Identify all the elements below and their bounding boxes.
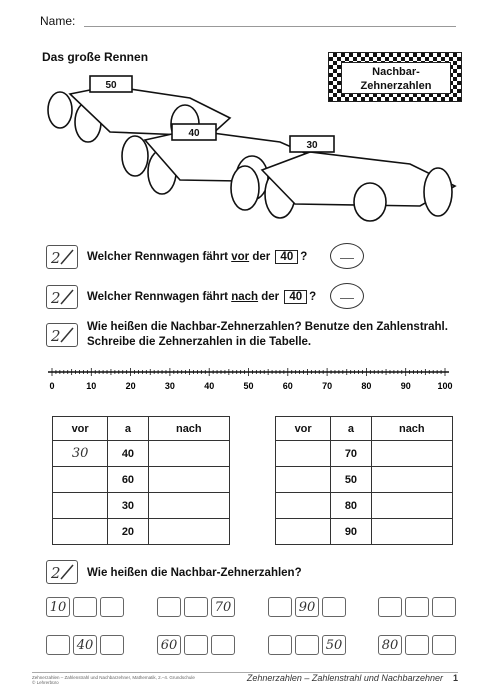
neighbor-cell[interactable]: 80 — [378, 635, 402, 655]
badge-line-2: Zehnerzahlen — [360, 80, 432, 92]
car-number-1: 50 — [105, 80, 117, 91]
pencil-icon — [46, 245, 78, 269]
footer-left-line-2: © Lehrerbüro — [32, 680, 59, 685]
pencil-icon — [46, 560, 78, 584]
cell-nach[interactable] — [148, 519, 229, 545]
number-line-label: 70 — [322, 381, 333, 391]
neighbor-cell[interactable] — [405, 597, 429, 617]
cell-nach[interactable] — [148, 441, 229, 467]
question-2: Welcher Rennwagen fährt nach der 40 ? — [87, 291, 317, 303]
neighbor-cell[interactable] — [432, 597, 456, 617]
cell-nach[interactable] — [371, 493, 452, 519]
number-line-label: 100 — [437, 381, 453, 391]
pencil-icon — [46, 285, 78, 309]
table-header-a: a — [108, 417, 148, 441]
neighbor-cell[interactable] — [378, 597, 402, 617]
name-row — [40, 14, 460, 28]
neighbor-cell[interactable] — [100, 597, 124, 617]
cell-vor[interactable] — [276, 441, 331, 467]
neighbor-cell[interactable] — [73, 597, 97, 617]
number-line-label: 50 — [243, 381, 254, 391]
neighbor-cell[interactable]: 60 — [157, 635, 181, 655]
table-row — [53, 441, 230, 467]
table-row — [276, 519, 453, 545]
neighbor-cell[interactable] — [268, 597, 292, 617]
question-4: Wie heißen die Nachbar-Zehnerzahlen? — [87, 567, 302, 579]
neighbor-cell[interactable] — [405, 635, 429, 655]
table-row — [53, 493, 230, 519]
cell-a: 80 — [331, 493, 371, 519]
table-left — [52, 416, 230, 545]
neighbor-cell[interactable] — [100, 635, 124, 655]
table-right — [275, 416, 453, 545]
neighbor-cell[interactable] — [211, 635, 235, 655]
cell-vor[interactable] — [276, 519, 331, 545]
number-box: 40 — [275, 250, 298, 264]
question-3: Wie heißen die Nachbar-Zehnerzahlen? Benutze den Zahlenstrahl. Schreibe die Zehnerzahlen in die Tabelle. — [87, 321, 448, 348]
number-line-label: 90 — [400, 381, 411, 391]
neighbor-cell[interactable] — [184, 597, 208, 617]
page-title: Das große Rennen — [42, 50, 149, 64]
cell-vor[interactable] — [53, 493, 108, 519]
cell-a: 40 — [108, 441, 148, 467]
table-row — [53, 519, 230, 545]
cell-a: 70 — [331, 441, 371, 467]
cell-vor[interactable] — [276, 493, 331, 519]
car-number-2: 40 — [188, 128, 200, 139]
neighbor-cell[interactable] — [268, 635, 292, 655]
table-row — [53, 467, 230, 493]
neighbor-cell[interactable] — [157, 597, 181, 617]
table-header-vor: vor — [53, 417, 108, 441]
cell-a: 50 — [331, 467, 371, 493]
svg-text:2: 2 — [51, 249, 61, 267]
cell-vor[interactable]: 30 — [53, 441, 108, 467]
neighbor-cell[interactable]: 50 — [322, 635, 346, 655]
table-header-a: a — [331, 417, 371, 441]
table-header-nach: nach — [371, 417, 452, 441]
number-box: 40 — [284, 290, 307, 304]
number-line-label: 0 — [49, 381, 55, 391]
svg-text:2: 2 — [51, 289, 61, 307]
cell-vor[interactable] — [276, 467, 331, 493]
footer-right — [246, 673, 458, 683]
neighbor-cell[interactable] — [46, 635, 70, 655]
neighbor-cell[interactable] — [295, 635, 319, 655]
neighbor-cell[interactable]: 90 — [295, 597, 319, 617]
number-line — [40, 364, 460, 396]
number-line-label: 20 — [125, 381, 136, 391]
cell-nach[interactable] — [371, 467, 452, 493]
number-line-label: 10 — [86, 381, 97, 391]
number-line-label: 30 — [164, 381, 175, 391]
cell-nach[interactable] — [148, 467, 229, 493]
table-row — [276, 467, 453, 493]
keyword-vor: vor — [231, 251, 250, 263]
number-line-label: 40 — [204, 381, 215, 391]
car-number-3: 30 — [306, 140, 318, 151]
cell-nach[interactable] — [371, 441, 452, 467]
question-1: Welcher Rennwagen fährt vor der 40 ? — [87, 251, 308, 263]
number-line-label: 60 — [282, 381, 293, 391]
footer — [32, 672, 458, 685]
neighbor-cell[interactable] — [322, 597, 346, 617]
footer-title: Zehnerzahlen – Zahlenstrahl und Nachbarzehner — [246, 673, 443, 683]
answer-oval-2[interactable] — [330, 283, 364, 309]
page-number: 1 — [452, 673, 458, 683]
name-line[interactable] — [84, 26, 456, 27]
table-header-vor: vor — [276, 417, 331, 441]
neighbor-cell[interactable] — [432, 635, 456, 655]
badge-line-1: Nachbar- — [372, 66, 420, 78]
neighbor-cell[interactable]: 70 — [211, 597, 235, 617]
cell-a: 60 — [108, 467, 148, 493]
neighbor-cell[interactable]: 40 — [73, 635, 97, 655]
cell-vor[interactable] — [53, 467, 108, 493]
table-row — [276, 441, 453, 467]
table-header-nach: nach — [148, 417, 229, 441]
cell-a: 30 — [108, 493, 148, 519]
cell-vor[interactable] — [53, 519, 108, 545]
number-line-label: 80 — [361, 381, 372, 391]
footer-left-line-1: Zehnerzahlen – Zahlenstrahl und Nachbarzehner, Mathematik, 2.–4. Grundschule — [32, 675, 195, 680]
svg-text:2: 2 — [51, 327, 61, 345]
table-row — [276, 493, 453, 519]
cell-nach[interactable] — [148, 493, 229, 519]
keyword-nach: nach — [231, 291, 259, 303]
answer-oval-1[interactable] — [330, 243, 364, 269]
neighbor-cell[interactable]: 10 — [46, 597, 70, 617]
cell-a: 20 — [108, 519, 148, 545]
cell-nach[interactable] — [371, 519, 452, 545]
race-cars-illustration — [40, 74, 470, 222]
pencil-icon — [46, 323, 78, 347]
name-label: Name: — [40, 14, 76, 28]
cell-a: 90 — [331, 519, 371, 545]
svg-text:2: 2 — [51, 564, 61, 582]
neighbor-cell[interactable] — [184, 635, 208, 655]
